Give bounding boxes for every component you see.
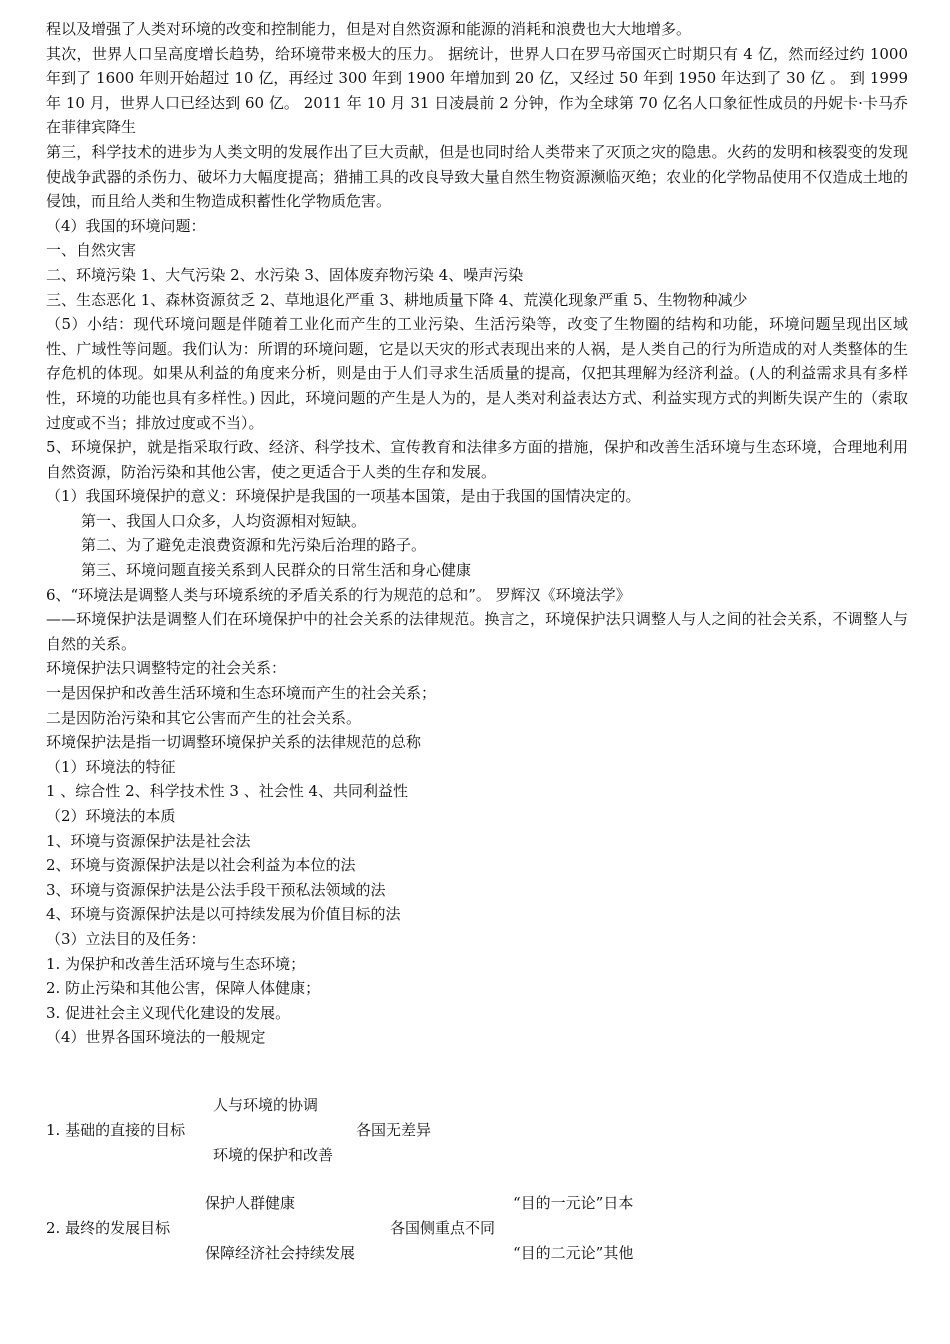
list-item-third: 第三、环境问题直接关系到人民群众的日常生活和身心健康: [81, 561, 472, 580]
paragraph-resource-consumption: 程以及增强了人类对环境的改变和控制能力，但是对自然资源和能源的消耗和浪费也大大地增多。: [46, 20, 692, 38]
line-law-features-list: 1 、综合性 2、科学技术性 3 、社会性 4、共同利益性: [46, 782, 409, 801]
paragraph-summary: （5）小结：现代环境问题是伴随着工业化而产生的工业污染、生活污染等，改变了生物圈的结构和功能，环境问题呈现出区域性、广域性等问题。我们认为：所谓的环境问题，它是以天灾的形式表现出来的人祸，是人类自己的行为所造成的对人类整体的生存危机的体现。如果从利益的角度来分析，则是由于人们寻求生活质量的提高，仅把其理解为经济利益。(人的利益需求具有多样性，环境的功能也具有多样性。) 因此，环境问题的产生是人为的，是人类对利益表达方式、利益实现方式的判断失误产生的（索取过度或不当；排放过度或不当）。: [46, 315, 908, 432]
heading-law-features: （1）环境法的特征: [46, 757, 176, 776]
goal1-label: 1. 基础的直接的目标: [46, 1121, 186, 1139]
list-item-nature-2: 2、环境与资源保护法是以社会利益为本位的法: [46, 856, 356, 875]
list-item-ecology: 三、生态恶化 1、森林资源贫乏 2、草地退化严重 3、耕地质量下降 4、荒漠化现象严重 5、生物物种减少: [46, 290, 748, 309]
goal2-upper: 保护人群健康: [205, 1194, 296, 1212]
goal2-label: 2. 最终的发展目标: [46, 1219, 171, 1237]
list-item-purpose-2: 2. 防止污染和其他公害，保障人体健康；: [46, 979, 321, 998]
goal1-lower: 环境的保护和改善: [213, 1146, 334, 1164]
list-item-nature-1: 1、环境与资源保护法是社会法: [46, 831, 251, 850]
paragraph-env-law-scope: ——环境保护法是调整人们在环境保护中的社会关系的法律规范。换言之，环境保护法只调整人与人之间的社会关系，不调整人与自然的关系。: [46, 610, 908, 653]
line-relation-two: 二是因防治污染和其它公害而产生的社会关系。: [46, 708, 362, 727]
list-item-purpose-1: 1. 为保护和改善生活环境与生态环境；: [46, 954, 306, 973]
line-specific-relations: 环境保护法只调整特定的社会关系：: [46, 659, 287, 678]
goal2-upper-right: “目的一元论”日本: [513, 1194, 634, 1212]
paragraph-technology: 第三，科学技术的进步为人类文明的发展作出了巨大贡献，但是也同时给人类带来了灭顶之灾的隐患。火药的发明和核裂变的发现使战争武器的杀伤力、破坏力大幅度提高；猎捕工具的改良导致大量自然生物资源濒临灭绝；农业的化学物品使用不仅造成土地的侵蚀，而且给人类和生物造成积蓄性化学物质危害。: [46, 142, 908, 211]
document-body: [46, 17, 908, 1050]
list-item-natural-disasters: 一、自然灾害: [46, 241, 137, 260]
list-item-second: 第二、为了避免走浪费资源和先污染后治理的路子。: [81, 536, 427, 555]
heading-china-env-problems: （4）我国的环境问题：: [46, 216, 206, 235]
paragraph-env-protection-definition: 5、环境保护，就是指采取行政、经济、科学技术、宣传教育和法律多方面的措施，保护和改善生活环境与生态环境，合理地利用自然资源，防治污染和其他公害，使之更适合于人类的生存和发展。: [46, 438, 908, 481]
heading-protection-significance: （1）我国环境保护的意义：环境保护是我国的一项基本国策，是由于我国的国情决定的。: [46, 487, 641, 506]
heading-legislative-purpose: （3）立法目的及任务：: [46, 929, 206, 948]
line-relation-one: 一是因保护和改善生活环境和生态环境而产生的社会关系；: [46, 684, 437, 703]
goal2-lower-right: “目的二元论”其他: [513, 1244, 634, 1262]
heading-law-nature: （2）环境法的本质: [46, 807, 176, 825]
quote-env-law-definition: 6、“环境法是调整人类与环境系统的矛盾关系的行为规范的总和”。 罗辉汉《环境法学》: [46, 585, 631, 604]
list-item-purpose-3: 3. 促进社会主义现代化建设的发展。: [46, 1003, 291, 1022]
goal1-upper: 人与环境的协调: [213, 1096, 319, 1114]
paragraph-population-growth: 其次，世界人口呈高度增长趋势，给环境带来极大的压力。 据统计，世界人口在罗马帝国灭亡时期只有 4 亿，然而经过约 1000 年到了 1600 年则开始超过 10 亿，再经过 300 年到 1900 年增加到 20 亿，又经过 50 年到 1950 年达到了 30 亿 。 到 1999 年 10 月，世界人口已经达到 60 亿。 2011 年 10 月 31 日凌晨前 2 分钟，作为全球第 70 亿名人口象征性成员的丹妮卡·卡马乔在菲律宾降生: [46, 44, 908, 137]
list-item-nature-4: 4、环境与资源保护法是以可持续发展为价值目标的法: [46, 905, 401, 924]
line-env-law-general: 环境保护法是指一切调整环境保护关系的法律规范的总称: [46, 733, 422, 752]
goal2-lower: 保障经济社会持续发展: [205, 1244, 356, 1262]
list-item-first: 第一、我国人口众多，人均资源相对短缺。: [81, 511, 367, 530]
goal1-middle: 各国无差异: [356, 1121, 432, 1139]
goal2-middle: 各国侧重点不同: [390, 1219, 496, 1237]
heading-general-provisions: （4）世界各国环境法的一般规定: [46, 1028, 266, 1047]
list-item-nature-3: 3、环境与资源保护法是公法手段干预私法领域的法: [46, 880, 386, 899]
list-item-pollution: 二、环境污染 1、大气污染 2、水污染 3、固体废弃物污染 4、噪声污染: [46, 265, 524, 284]
